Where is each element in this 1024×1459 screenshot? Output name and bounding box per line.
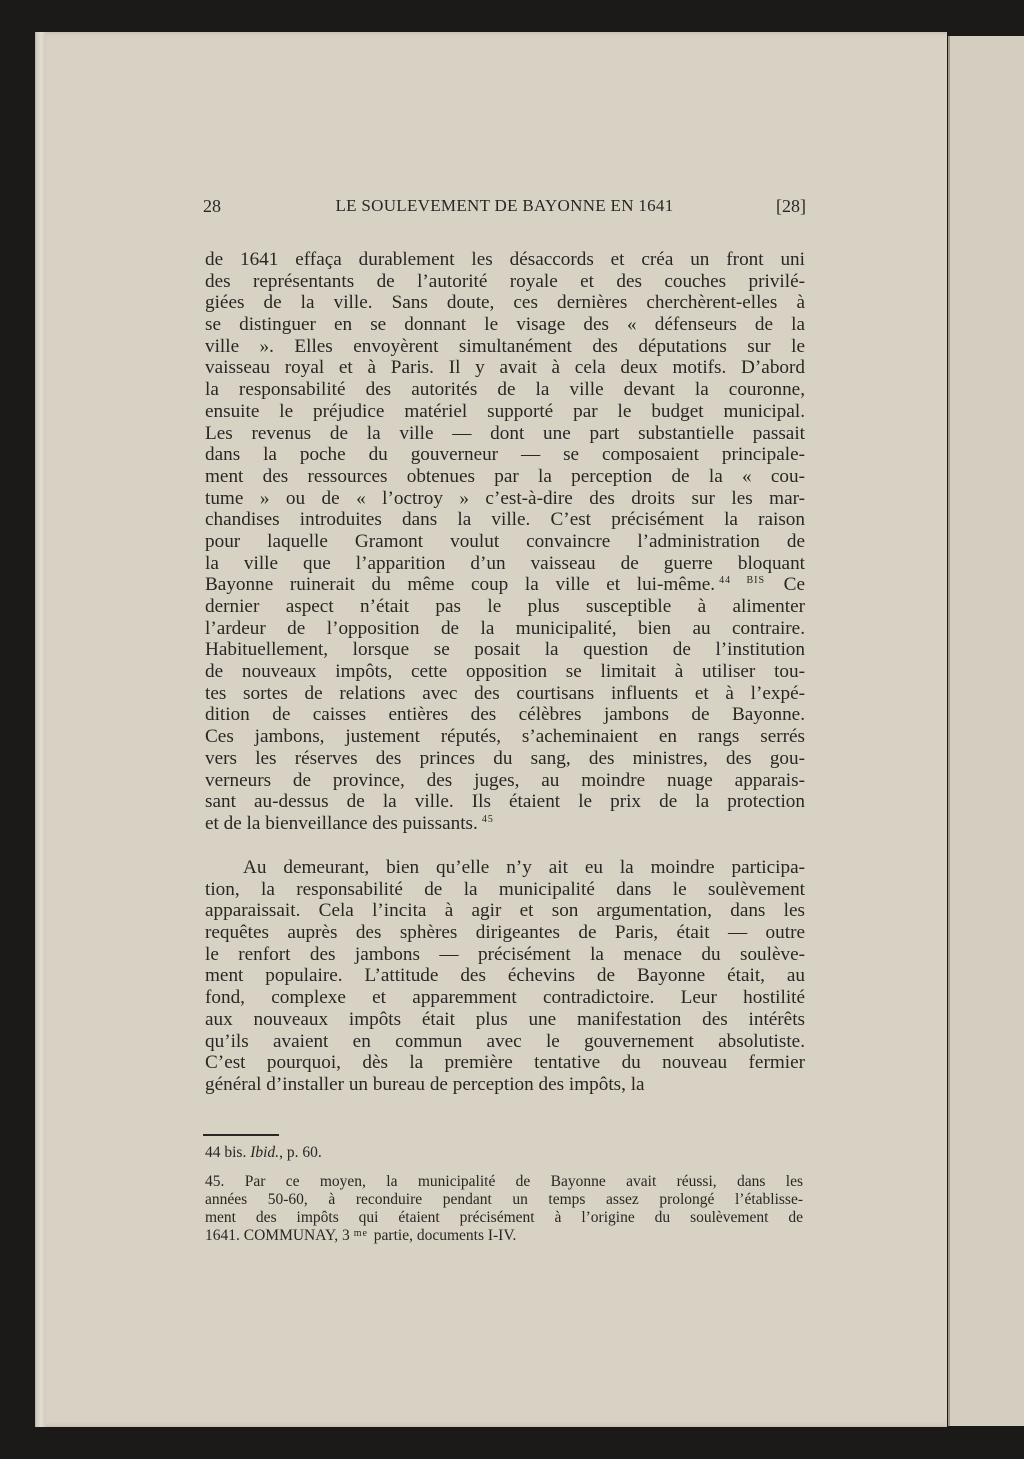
line-text: ensuite le préjudice matériel supporté par le budget municipal. xyxy=(205,400,805,422)
line-text: de 1641 effaça durablement les désaccords et créa un front uni xyxy=(205,249,805,270)
text-line xyxy=(205,987,805,1009)
line-text: ville ». Elles envoyèrent simultanément des députations sur le xyxy=(205,335,805,357)
text-line xyxy=(205,965,805,987)
line-text: la responsabilité des autorités de la ville devant la couronne, xyxy=(205,379,805,401)
text-line xyxy=(205,704,805,726)
line-text: ment populaire. L’attitude des échevins de Bayonne était, au xyxy=(205,965,805,987)
line-text: sant au-dessus de la ville. Ils étaient le prix de la protection xyxy=(205,791,805,813)
text-line xyxy=(205,1144,803,1162)
text-line xyxy=(205,1173,803,1191)
text-line xyxy=(205,509,805,531)
text-line xyxy=(205,466,805,488)
text-line xyxy=(205,314,805,336)
line-text: Ce xyxy=(767,574,805,596)
running-header xyxy=(203,196,806,220)
text-line xyxy=(205,791,805,813)
text-line xyxy=(205,813,805,835)
text-line xyxy=(205,1209,803,1227)
text-line xyxy=(205,1009,805,1031)
running-title: LE SOULEVEMENT DE BAYONNE EN 1641 xyxy=(335,196,674,215)
line-text: partie, documents I-IV. xyxy=(369,1227,517,1244)
line-text: dernier aspect n’était pas le plus susceptible à alimenter xyxy=(205,596,805,617)
line-text: de nouveaux impôts, cette opposition se limitait à utiliser tou- xyxy=(205,661,805,683)
text-line xyxy=(205,379,805,401)
line-text: tion, la responsabilité de la municipalité dans le soulèvement xyxy=(205,878,805,900)
line-text: et de la bienveillance des puissants. xyxy=(205,812,478,834)
line-text: fond, complexe et apparemment contradictoire. Leur hostilité xyxy=(205,987,805,1009)
line-text: apparaissait. Cela l’incita à agir et son argumentation, dans les xyxy=(205,900,805,922)
line-text: tume » ou de « l’octroy » c’est-à-dire des droits sur les mar- xyxy=(205,487,805,509)
line-text: aux nouveaux impôts était plus une manifestation des intérêts xyxy=(205,1008,805,1030)
line-text: Habituellement, lorsque se posait la question de l’institution xyxy=(205,639,805,661)
footnote-marker: 45 xyxy=(481,813,494,825)
text-line xyxy=(205,922,805,944)
line-text: , p. 60. xyxy=(279,1144,322,1161)
text-line xyxy=(205,1052,805,1074)
text-line xyxy=(205,726,805,748)
text-line xyxy=(205,857,805,879)
italic-text: Ibid. xyxy=(250,1144,280,1161)
line-text: C’est pourquoi, dès la première tentative du nouveau fermier xyxy=(205,1052,805,1074)
line-text: la ville que l’apparition d’un vaisseau de guerre bloquant xyxy=(205,552,805,574)
text-line xyxy=(205,1074,805,1096)
footnote-marker: me xyxy=(353,1228,368,1239)
line-text: vaisseau royal et à Paris. Il y avait à cela deux motifs. D’abord xyxy=(205,357,805,379)
page-gutter xyxy=(36,32,46,1427)
line-text: 44 bis. xyxy=(205,1144,251,1161)
text-line xyxy=(205,531,805,553)
text-line xyxy=(205,271,805,293)
text-line xyxy=(205,1191,803,1209)
line-text: se distinguer en se donnant le visage des « défenseurs de la xyxy=(205,314,805,336)
text-line xyxy=(205,423,805,445)
footnote-marker: 44 BIS xyxy=(719,575,765,587)
line-text: vers les réserves des princes du sang, des ministres, des gou- xyxy=(205,747,805,769)
text-line xyxy=(205,336,805,358)
footnote-44-bis xyxy=(205,1144,803,1162)
line-text: requêtes auprès des sphères dirigeantes de Paris, était — outre xyxy=(205,922,805,944)
line-text: années 50-60, à reconduire pendant un temps assez prolongé l’établisse- xyxy=(205,1191,803,1208)
line-text: l’ardeur de l’opposition de la municipalité, bien au contraire. xyxy=(205,617,805,639)
text-line xyxy=(205,249,805,271)
line-text: 1641. COMMUNAY, 3 xyxy=(205,1227,350,1244)
text-line xyxy=(205,596,805,618)
text-line xyxy=(205,639,805,661)
line-text: giées de la ville. Sans doute, ces dernières cherchèrent-elles à xyxy=(205,292,805,314)
text-line xyxy=(205,1031,805,1053)
line-text: Au demeurant, bien qu’elle n’y ait eu la moindre participa- xyxy=(243,857,805,878)
text-line xyxy=(205,900,805,922)
line-text: dans la poche du gouverneur — se composaient principale- xyxy=(205,444,805,466)
line-text: verneurs de province, des juges, au moindre nuage apparais- xyxy=(205,769,805,791)
text-line xyxy=(205,661,805,683)
line-text: ment des impôts qui étaient précisément à l’origine du soulèvement de xyxy=(205,1209,803,1226)
paragraph-1 xyxy=(205,249,805,835)
line-text: dition de caisses entières des célèbres jambons de Bayonne. xyxy=(205,704,805,726)
line-text: Les revenus de la ville — dont une part substantielle passait xyxy=(205,422,805,444)
line-text: ment des ressources obtenues par la perception de la « cou- xyxy=(205,465,805,487)
line-text: Bayonne ruinerait du même coup la ville et lui-même. xyxy=(205,574,716,596)
footnote-rule xyxy=(203,1134,279,1136)
line-text: tes sortes de relations avec des courtisans influents et à l’expé- xyxy=(205,682,805,704)
adjacent-page-edge xyxy=(948,36,1024,1426)
text-line xyxy=(205,748,805,770)
page-number: 28 xyxy=(203,196,221,216)
line-text: le renfort des jambons — précisément la menace du soulève- xyxy=(205,943,805,965)
line-text: chandises introduites dans la ville. C’est précisément la raison xyxy=(205,509,805,531)
text-line xyxy=(205,683,805,705)
line-text: Ces jambons, justement réputés, s’acheminaient en rangs serrés xyxy=(205,726,805,748)
line-text: général d’installer un bureau de perception des impôts, la xyxy=(205,1073,645,1095)
text-line xyxy=(205,1227,803,1245)
text-line xyxy=(205,618,805,640)
line-text: des représentants de l’autorité royale et des couches privilé- xyxy=(205,270,805,292)
text-line xyxy=(205,488,805,510)
footnote-45 xyxy=(205,1173,803,1245)
line-text: pour laquelle Gramont voulut convaincre l’administration de xyxy=(205,530,805,552)
paragraph-2 xyxy=(205,857,805,1096)
line-text: 45. Par ce moyen, la municipalité de Bayonne avait réussi, dans les xyxy=(205,1173,803,1190)
text-line xyxy=(205,770,805,792)
text-line xyxy=(205,444,805,466)
text-line xyxy=(205,357,805,379)
text-line xyxy=(205,401,805,423)
line-text: qu’ils avaient en commun avec le gouvernement absolutiste. xyxy=(205,1030,805,1052)
text-line xyxy=(205,553,805,575)
bracket-page-number: [28] xyxy=(776,196,806,216)
text-line xyxy=(205,292,805,314)
text-line xyxy=(205,944,805,966)
text-line xyxy=(205,574,805,596)
text-line xyxy=(205,879,805,901)
